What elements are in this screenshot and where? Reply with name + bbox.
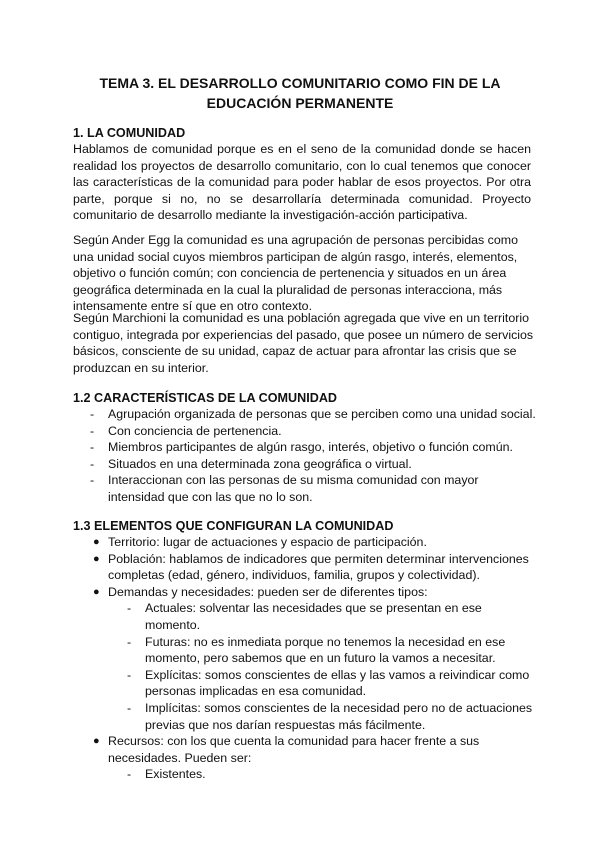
sub-list-item-continuation	[0, 717, 600, 734]
sub-list-item-text: momento, pero sabemos que en un futuro la vamos a necesitar.	[145, 651, 496, 666]
section-1-paragraph-2	[73, 232, 531, 315]
bullet-marker: ●	[93, 536, 100, 548]
document-title	[60, 73, 540, 113]
paragraph-line: contiguo, integrada por experiencias del pasado, que posee un número de servicios	[73, 327, 534, 342]
dash-marker: -	[90, 440, 95, 455]
dash-marker: -	[127, 634, 132, 649]
sub-list-item	[0, 766, 600, 783]
list-item	[0, 472, 600, 489]
list-item-text: necesidades. Pueden ser:	[108, 750, 252, 765]
list-item	[0, 584, 600, 601]
list-item	[0, 733, 600, 750]
paragraph-line: básicos, consciente de su unidad, capaz de actuar para afrontar las crisis que se	[73, 344, 517, 359]
list-item	[0, 534, 600, 551]
list-item	[0, 551, 600, 568]
section-2-heading: 1.2 CARACTERÍSTICAS DE LA COMUNIDAD	[73, 391, 338, 405]
dash-marker: -	[127, 667, 132, 682]
dash-marker: -	[90, 423, 95, 438]
sub-list-item-text: Explícitas: somos conscientes de ellas y las vamos a reivindicar como	[145, 667, 530, 682]
sub-list-item	[0, 634, 600, 651]
sub-list-item	[0, 667, 600, 684]
sub-list-item-text: personas implicadas en esa comunidad.	[145, 684, 367, 699]
bullet-marker: ●	[93, 735, 100, 748]
section-1-paragraph-3	[73, 310, 534, 376]
dash-marker: -	[90, 407, 95, 421]
dash-marker: -	[90, 473, 95, 488]
paragraph-line: las características de la comunidad para poder hablar de esos proyectos. Por otra	[73, 175, 531, 190]
list-item-text: Interaccionan con las personas de su misma comunidad con mayor	[108, 473, 479, 488]
list-item-continuation	[0, 750, 600, 767]
sub-list-item-text: Actuales: solventar las necesidades que se presentan en ese	[145, 601, 482, 616]
dash-marker: -	[127, 601, 132, 616]
sub-list-item-text: Existentes.	[145, 767, 206, 782]
paragraph-line: Hablamos de comunidad porque es en el seno de la comunidad donde se hacen	[73, 142, 531, 156]
paragraph-line: Según Marchioni la comunidad es una población agregada que vive en un territorio	[73, 311, 529, 325]
sub-list-item	[0, 700, 600, 717]
paragraph-line: realidad los proyectos de desarrollo comunitario, con lo cual tenemos que conocer	[73, 158, 531, 173]
dash-marker: -	[127, 767, 132, 782]
sub-list-item-continuation	[0, 683, 600, 700]
elements-list	[0, 534, 600, 783]
section-3-heading: 1.3 ELEMENTOS QUE CONFIGURAN LA COMUNIDAD	[73, 519, 394, 533]
list-item-text: Situados en una determinada zona geográfica o virtual.	[108, 456, 412, 471]
list-item-text: completas (edad, género, individuos, familia, grupos y colectividad).	[108, 568, 480, 583]
list-item	[0, 423, 600, 440]
sub-list-item-continuation	[0, 617, 600, 634]
bullet-marker: ●	[93, 585, 100, 598]
paragraph-line: geográfica determinada en la cual la pluralidad de personas interacciona, más	[73, 282, 503, 297]
characteristics-list	[0, 406, 600, 506]
list-item-text: Población: hablamos de indicadores que permiten determinar intervenciones	[108, 551, 529, 566]
dash-marker: -	[90, 456, 95, 471]
list-item-text: Con conciencia de pertenencia.	[108, 423, 282, 438]
list-item-text: Territorio: lugar de actuaciones y espacio de participación.	[108, 535, 427, 549]
list-item-text: Miembros participantes de algún rasgo, interés, objetivo o función común.	[108, 440, 513, 455]
list-item-text: Agrupación organizada de personas que se perciben como una unidad social.	[108, 407, 536, 421]
list-item	[0, 406, 600, 423]
sub-list-item	[0, 600, 600, 617]
list-item-continuation	[0, 567, 600, 584]
list-item	[0, 456, 600, 473]
paragraph-line: objetivo o función común; con conciencia de pertenencia y situados en un área	[73, 266, 507, 281]
paragraph-line: comunitario de desarrollo mediante la investigación-acción participativa.	[73, 208, 468, 223]
dash-marker: -	[127, 700, 132, 715]
paragraph-line: intensamente entre sí que en otro contexto.	[73, 299, 313, 314]
sub-list-item-text: previas que nos darían respuestas más fácilmente.	[145, 717, 426, 732]
sub-list-item-continuation	[0, 650, 600, 667]
paragraph-line: Según Ander Egg la comunidad es una agrupación de personas percibidas como	[73, 233, 518, 247]
sub-list-item-text: momento.	[145, 617, 201, 632]
list-item-text: intensidad que con las que no lo son.	[108, 489, 313, 504]
bullet-marker: ●	[93, 552, 100, 565]
section-1-paragraph-1	[73, 141, 531, 224]
title-line-1: TEMA 3. EL DESARROLLO COMUNITARIO COMO FIN DE LA	[99, 75, 501, 91]
title-line-2: EDUCACIÓN PERMANENTE	[206, 95, 394, 111]
section-1-heading: 1. LA COMUNIDAD	[73, 126, 186, 140]
paragraph-line: produzcan en su interior.	[73, 360, 209, 375]
list-item-text: Recursos: con los que cuenta la comunidad para hacer frente a sus	[108, 734, 480, 749]
list-item-text: Demandas y necesidades: pueden ser de diferentes tipos:	[108, 584, 428, 599]
list-item-continuation	[0, 489, 600, 506]
list-item	[0, 439, 600, 456]
paragraph-line: una unidad social cuyos miembros participan de algún rasgo, interés, elementos,	[73, 249, 518, 264]
sub-list-item-text: Implícitas: somos conscientes de la necesidad pero no de actuaciones	[145, 700, 533, 715]
paragraph-line: parte, porque si no, no se desarrollaría determinada comunidad. Proyecto	[73, 191, 531, 206]
sub-list-item-text: Futuras: no es inmediata porque no tenemos la necesidad en ese	[145, 634, 506, 649]
